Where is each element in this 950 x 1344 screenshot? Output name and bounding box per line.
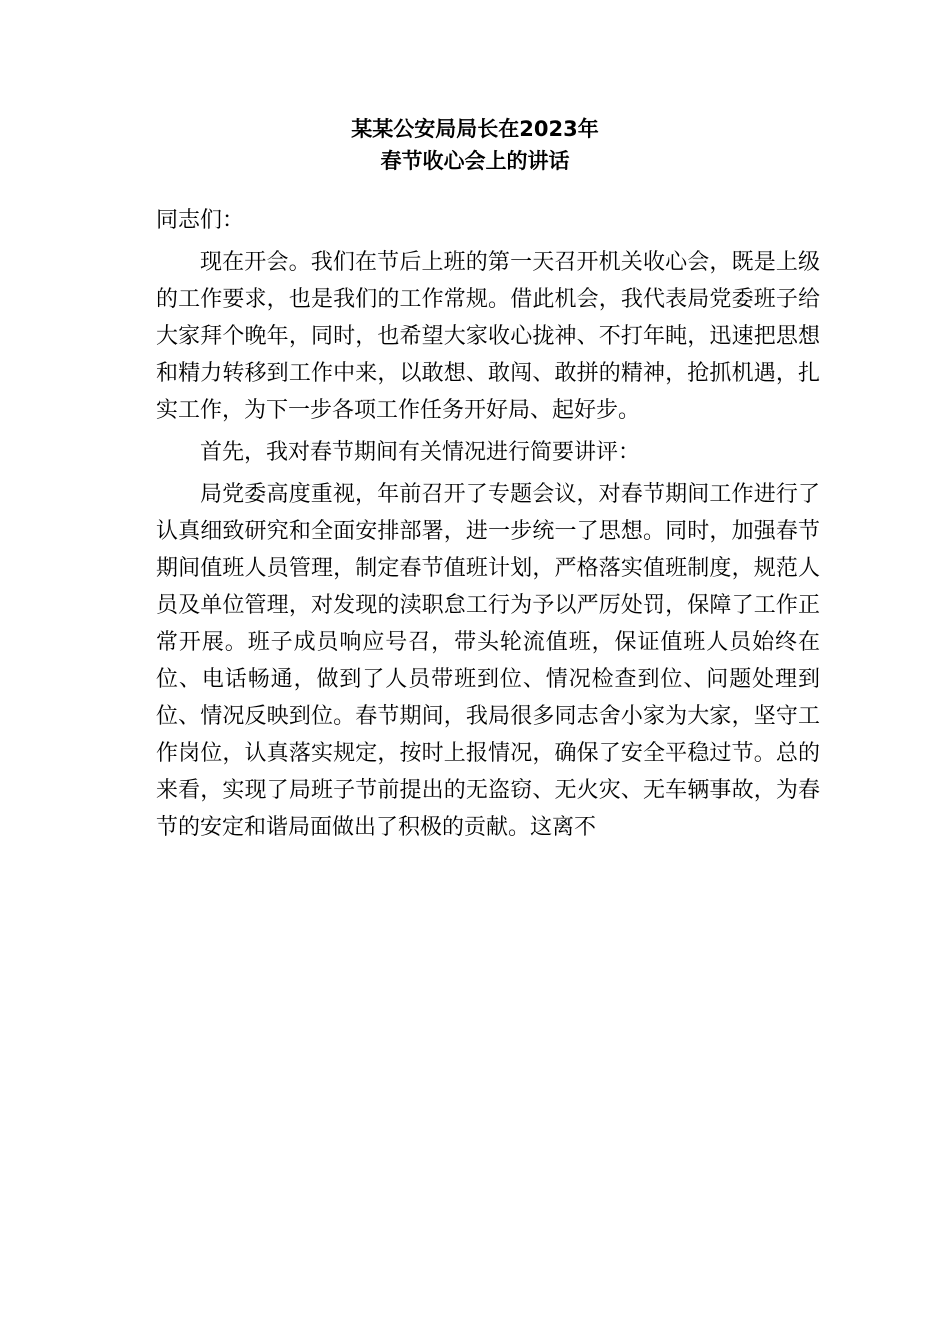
title-line-2: 春节收心会上的讲话 [380,149,570,173]
paragraph-review-details: 局党委高度重视，年前召开了专题会议，对春节期间工作进行了认真细致研究和全面安排部署，进一步统一了思想。同时，加强春节期间值班人员管理，制定春节值班计划，严格落实值班制度，规范人员及单位管理，对发现的渎职怠工行为予以严厉处罚，保障了工作正常开展。班子成员响应号召，带头轮流值班，保证值班人员始终在位、电话畅通，做到了人员带班到位、情况检查到位、问题处理到位、情况反映到位。春节期间，我局很多同志舍小家为大家，坚守工作岗位，认真落实规定，按时上报情况，确保了安全平稳过节。总的来看，实现了局班子节前提出的无盗窃、无火灾、无车辆事故，为春节的安定和谐局面做出了积极的贡献。这离不 [156,482,820,840]
paragraph-opening: 现在开会。我们在节后上班的第一天召开机关收心会，既是上级的工作要求，也是我们的工作常规。借此机会，我代表局党委班子给大家拜个晚年，同时，也希望大家收心拢神、不打年盹，迅速把思想和精力转移到工作中来，以敢想、敢闯、敢拼的精神，抢抓机遇，扎实工作，为下一步各项工作任务开好局、起好步。 [156,250,820,423]
document-title [0,113,950,177]
salutation: 同志们： [156,208,245,233]
paragraph-review-intro: 首先，我对春节期间有关情况进行简要讲评： [200,440,641,465]
document-body [156,202,820,851]
title-line-1: 某某公安局局长在2023年 [351,117,599,141]
